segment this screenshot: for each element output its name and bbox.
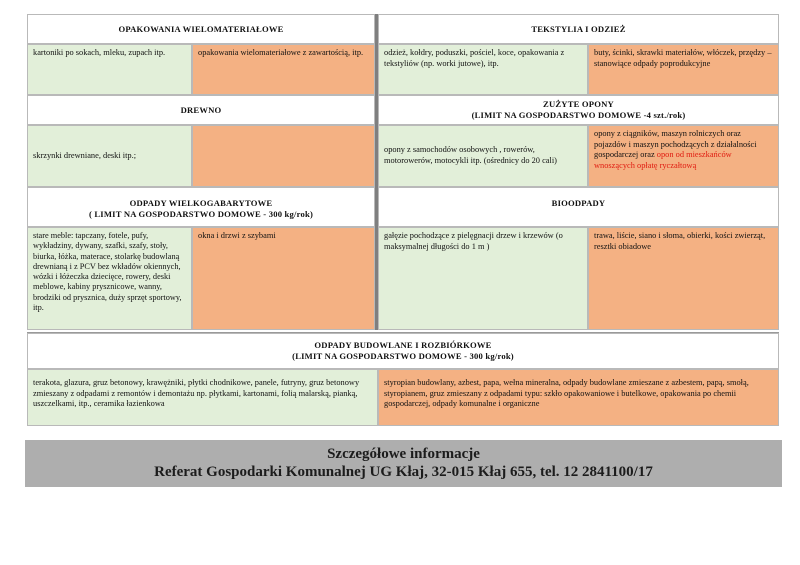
wielkogabarytowe-not-allowed: okna i drzwi z szybami <box>192 227 375 330</box>
wielkogabarytowe-allowed: stare meble: tapczany, fotele, pufy, wykładziny, dywany, szafki, szafy, stoły, biurka, łóżka, materace, stolarkę budowlaną drewnianą i z PCV bez wkładów okiennych, wózki i łóżeczka dziecięce, rowery, deski meblowe, kabiny prysznicowe, wanny, brodziki od prysznica, duży sprzęt sportowy, itp. <box>27 227 192 330</box>
drewno-not-allowed <box>192 125 375 187</box>
opakowania-header: OPAKOWANIA WIELOMATERIAŁOWE <box>27 14 375 44</box>
bioodpady-header: BIOODPADY <box>378 187 779 227</box>
drewno-header: DREWNO <box>27 95 375 125</box>
opakowania-allowed: kartoniki po sokach, mleku, zupach itp. <box>27 44 192 95</box>
tekstylia-header: TEKSTYLIA I ODZIEŻ <box>378 14 779 44</box>
contact-title: Szczegółowe informacje <box>327 446 480 462</box>
opakowania-not-allowed: opakowania wielomateriałowe z zawartością, itp. <box>192 44 375 95</box>
opony-allowed: opony z samochodów osobowych , rowerów, motorowerów, motocykli itp. (ośrednicy do 20 cali) <box>378 125 588 187</box>
contact-info-bar <box>25 440 782 487</box>
bioodpady-allowed: gałęzie pochodzące z pielęgnacji drzew i krzewów (o maksymalnej długości do 1 m ) <box>378 227 588 330</box>
wielkogabarytowe-header: ODPADY WIELKOGABARYTOWE ( LIMIT NA GOSPODARSTWO DOMOWE - 300 kg/rok) <box>27 187 375 227</box>
opony-header: ZUŻYTE OPONY (LIMIT NA GOSPODARSTWO DOMOWE -4 szt./rok) <box>378 95 779 125</box>
drewno-allowed: skrzynki drewniane, deski itp.; <box>27 125 192 187</box>
tekstylia-allowed: odzież, kołdry, poduszki, pościel, koce, opakowania z tekstyliów (np. worki jutowe), itp. <box>378 44 588 95</box>
contact-details: Referat Gospodarki Komunalnej UG Kłaj, 32-015 Kłaj 655, tel. 12 2841100/17 <box>154 464 653 480</box>
tekstylia-not-allowed: buty, ścinki, skrawki materiałów, włóczek, przędzy – stanowiące odpady poprodukcyjne <box>588 44 779 95</box>
bioodpady-not-allowed: trawa, liście, siano i słoma, obierki, kości zwierząt, resztki obiadowe <box>588 227 779 330</box>
opony-red-note: opon od mieszkańców wnoszących opłatę ryczałtową <box>594 150 732 170</box>
budowlane-allowed: terakota, glazura, gruz betonowy, krawężniki, płytki chodnikowe, panele, futryny, gruz betonowy zmieszany z odpadami z remontów i demontażu np. płytkami, kartonami, folią malarską, pianką, uszczelkami, itp., ceramika łazienkowa <box>27 369 378 426</box>
opony-not-allowed: opony z ciągników, maszyn rolniczych oraz pojazdów i maszyn pochodzących z działalności gospodarczej oraz opon od mieszkańców wnoszących opłatę ryczałtową <box>588 125 779 187</box>
budowlane-not-allowed: styropian budowlany, azbest, papa, wełna mineralna, odpady budowlane zmieszane z azbestem, papą, smołą, styropianem, gruz zmieszany z odpadami typu: szkło opakowaniowe i butelkowe, opakowania po chemii gospodarczej, odpady komunalne i organiczne <box>378 369 779 426</box>
budowlane-header: ODPADY BUDOWLANE I ROZBIÓRKOWE (LIMIT NA GOSPODARSTWO DOMOWE - 300 kg/rok) <box>27 333 779 369</box>
